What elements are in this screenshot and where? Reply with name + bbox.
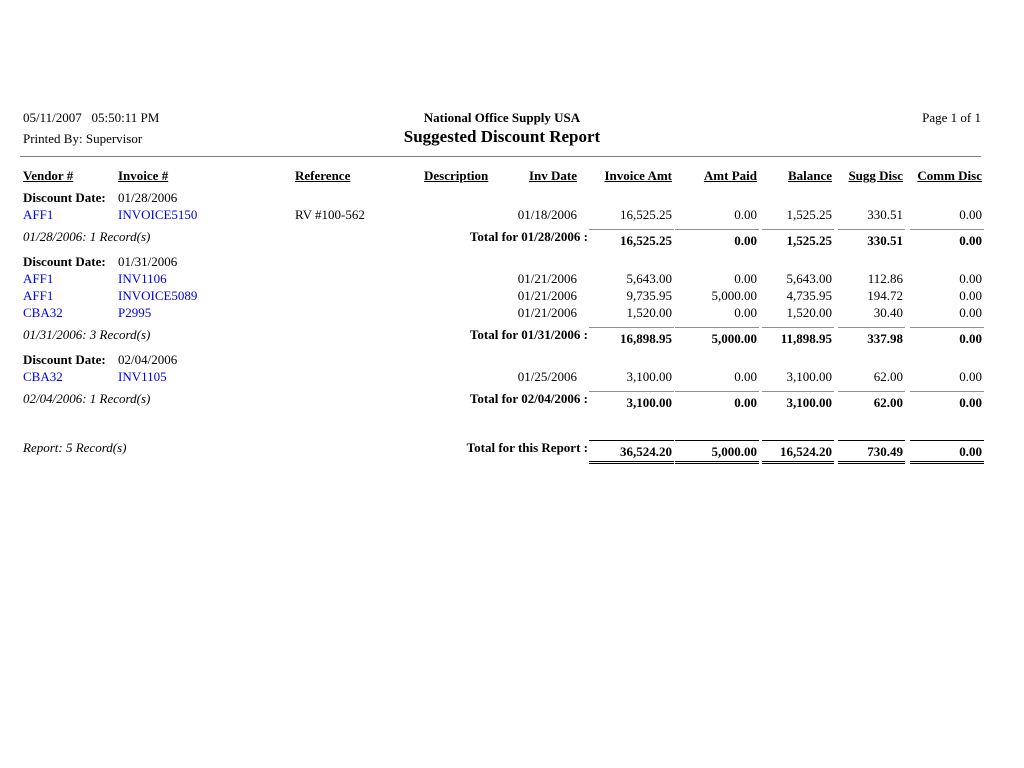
column-header-inv-date: Inv Date: [528, 168, 577, 183]
discount-date-value: 01/28/2006: [118, 190, 178, 205]
group-total-label: Total for 01/28/2006 :: [469, 229, 588, 244]
cell-balance: 5,643.00: [786, 271, 832, 286]
report-total-sugg-disc: 730.49: [838, 440, 905, 464]
cell-comm-disc: 0.00: [959, 305, 982, 320]
cell-amt-paid: 0.00: [734, 305, 757, 320]
cell-inv-date: 01/21/2006: [517, 305, 577, 320]
column-header-amt-paid: Amt Paid: [703, 168, 757, 183]
group-total-amt-paid: 5,000.00: [675, 327, 759, 346]
group-total-invoice-amt: 3,100.00: [589, 391, 674, 410]
invoice-row: [0, 305, 1024, 322]
cell-balance: 4,735.95: [786, 288, 832, 303]
cell-amt-paid: 0.00: [734, 207, 757, 222]
cell-invoice[interactable]: INVOICE5150: [118, 207, 198, 222]
cell-amt-paid: 0.00: [734, 369, 757, 384]
report-total-comm-disc: 0.00: [910, 440, 984, 464]
report-total-label: Total for this Report :: [466, 440, 588, 455]
cell-vendor[interactable]: AFF1: [23, 207, 54, 222]
cell-invoice-amt: 1,520.00: [626, 305, 672, 320]
group-total-row: [0, 391, 1024, 413]
printed-datetime: 05/11/2007 05:50:11 PM: [23, 110, 160, 125]
column-header-invoice-amt: Invoice Amt: [604, 168, 672, 183]
cell-comm-disc: 0.00: [959, 271, 982, 286]
cell-invoice[interactable]: INVOICE5089: [118, 288, 198, 303]
column-header-row: [0, 168, 1024, 185]
cell-balance: 1,520.00: [786, 305, 832, 320]
cell-invoice-amt: 3,100.00: [626, 369, 672, 384]
cell-invoice[interactable]: INV1105: [118, 369, 167, 384]
column-header-vendor: Vendor #: [23, 168, 74, 183]
cell-balance: 1,525.25: [786, 207, 832, 222]
report-total-amt-paid: 5,000.00: [675, 440, 759, 464]
group-total-row: [0, 229, 1024, 251]
column-header-description: Description: [424, 168, 489, 183]
group-total-balance: 3,100.00: [762, 391, 834, 410]
group-total-balance: 1,525.25: [762, 229, 834, 248]
group-record-count: 02/04/2006: 1 Record(s): [23, 391, 151, 406]
group-3-discount-date-row: [0, 352, 1024, 369]
cell-invoice-amt: 9,735.95: [626, 288, 672, 303]
group-total-invoice-amt: 16,898.95: [589, 327, 674, 346]
cell-sugg-disc: 62.00: [873, 369, 903, 384]
group-total-balance: 11,898.95: [762, 327, 834, 346]
report-total-row: [0, 440, 1024, 466]
group-record-count: 01/28/2006: 1 Record(s): [23, 229, 151, 244]
cell-sugg-disc: 30.40: [873, 305, 903, 320]
group-total-comm-disc: 0.00: [910, 229, 984, 248]
group-1-discount-date-row: [0, 190, 1024, 207]
cell-invoice-amt: 5,643.00: [626, 271, 672, 286]
report-title: Suggested Discount Report: [403, 127, 601, 146]
cell-invoice[interactable]: INV1106: [118, 271, 167, 286]
group-total-sugg-disc: 62.00: [838, 391, 905, 410]
cell-reference: RV #100-562: [295, 207, 365, 222]
cell-sugg-disc: 330.51: [867, 207, 903, 222]
discount-date-value: 02/04/2006: [118, 352, 178, 367]
cell-inv-date: 01/25/2006: [517, 369, 577, 384]
group-total-sugg-disc: 330.51: [838, 229, 905, 248]
cell-vendor[interactable]: AFF1: [23, 271, 54, 286]
report-total-balance: 16,524.20: [762, 440, 834, 464]
group-total-amt-paid: 0.00: [675, 229, 759, 248]
discount-date-label: Discount Date:: [23, 352, 106, 367]
discount-date-value: 01/31/2006: [118, 254, 178, 269]
header-rule: [20, 156, 981, 157]
page-indicator: Page 1 of 1: [922, 110, 981, 125]
cell-vendor[interactable]: CBA32: [23, 305, 63, 320]
cell-comm-disc: 0.00: [959, 369, 982, 384]
cell-balance: 3,100.00: [786, 369, 832, 384]
cell-invoice[interactable]: P2995: [118, 305, 152, 320]
discount-date-label: Discount Date:: [23, 190, 106, 205]
cell-amt-paid: 5,000.00: [711, 288, 757, 303]
cell-inv-date: 01/21/2006: [517, 271, 577, 286]
discount-date-label: Discount Date:: [23, 254, 106, 269]
group-total-comm-disc: 0.00: [910, 391, 984, 410]
column-header-reference: Reference: [295, 168, 351, 183]
cell-sugg-disc: 194.72: [867, 288, 903, 303]
column-header-invoice: Invoice #: [118, 168, 169, 183]
cell-sugg-disc: 112.86: [867, 271, 903, 286]
report-record-count: Report: 5 Record(s): [23, 440, 127, 455]
cell-inv-date: 01/18/2006: [517, 207, 577, 222]
column-header-comm-disc: Comm Disc: [917, 168, 982, 183]
column-header-balance: Balance: [787, 168, 832, 183]
column-header-sugg-disc: Sugg Disc: [848, 168, 903, 183]
cell-inv-date: 01/21/2006: [517, 288, 577, 303]
company-name: National Office Supply USA: [423, 110, 581, 125]
group-total-label: Total for 02/04/2006 :: [469, 391, 588, 406]
cell-invoice-amt: 16,525.25: [620, 207, 672, 222]
group-total-row: [0, 327, 1024, 349]
printed-by: Printed By: Supervisor: [23, 131, 143, 146]
group-total-amt-paid: 0.00: [675, 391, 759, 410]
group-total-invoice-amt: 16,525.25: [589, 229, 674, 248]
group-record-count: 01/31/2006: 3 Record(s): [23, 327, 151, 342]
group-2-discount-date-row: [0, 254, 1024, 271]
invoice-row: [0, 369, 1024, 386]
invoice-row: [0, 271, 1024, 288]
cell-comm-disc: 0.00: [959, 207, 982, 222]
invoice-row: [0, 207, 1024, 224]
invoice-row: [0, 288, 1024, 305]
group-total-label: Total for 01/31/2006 :: [469, 327, 588, 342]
group-total-sugg-disc: 337.98: [838, 327, 905, 346]
cell-amt-paid: 0.00: [734, 271, 757, 286]
group-total-comm-disc: 0.00: [910, 327, 984, 346]
report-total-invoice-amt: 36,524.20: [589, 440, 674, 464]
cell-comm-disc: 0.00: [959, 288, 982, 303]
cell-vendor[interactable]: CBA32: [23, 369, 63, 384]
cell-vendor[interactable]: AFF1: [23, 288, 54, 303]
